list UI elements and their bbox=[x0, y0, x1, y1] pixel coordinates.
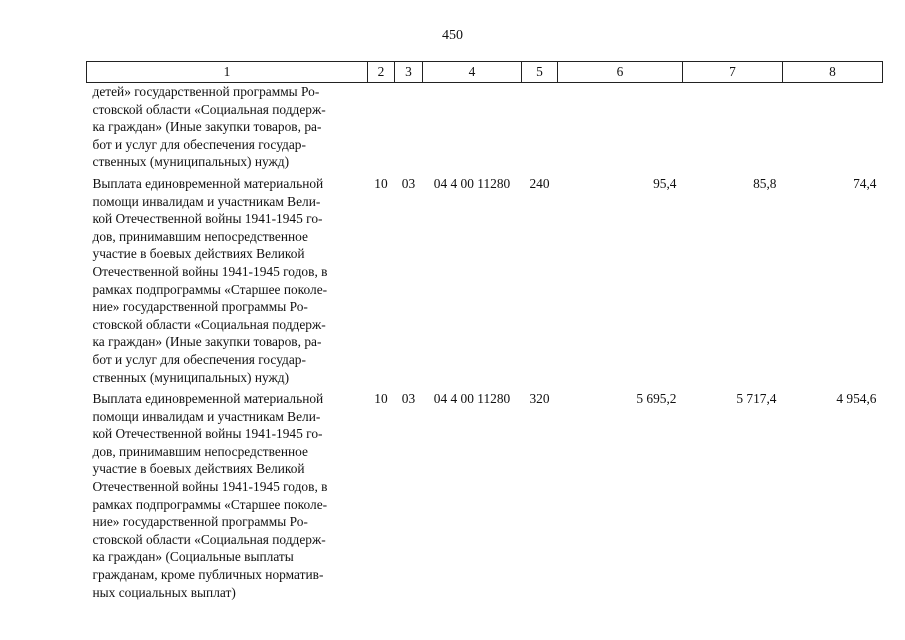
desc-line: участие в боевых действиях Великой bbox=[92, 246, 305, 262]
header-col-6: 6 bbox=[558, 62, 683, 83]
desc-line: стовской области «Социальная поддерж- bbox=[92, 531, 326, 547]
desc-line: Отечественной войны 1941-1945 годов, в bbox=[92, 263, 328, 279]
page-number: 450 bbox=[442, 28, 463, 43]
cell-subsection: 03 bbox=[401, 391, 416, 407]
cell-expense-type: 320 bbox=[529, 391, 550, 407]
cell-target-code: 04 4 00 11280 bbox=[433, 391, 511, 407]
cell-expense-type: 240 bbox=[529, 175, 550, 191]
desc-line: кой Отечественной войны 1941-1945 го- bbox=[92, 211, 323, 227]
desc-line: дов, принимавшим непосредственное bbox=[92, 443, 308, 459]
header-col-3: 3 bbox=[395, 62, 423, 83]
desc-line: Выплата единовременной материальной bbox=[92, 175, 324, 191]
row-description bbox=[87, 386, 368, 601]
desc-line: ственных (муниципальных) нужд) bbox=[92, 369, 290, 385]
desc-line: бот и услуг для обеспечения государ- bbox=[92, 351, 306, 367]
cell-value-1: 95,4 bbox=[653, 175, 677, 191]
cell-subsection bbox=[395, 83, 423, 171]
desc-line: помощи инвалидам и участникам Вели- bbox=[92, 408, 321, 424]
desc-line: детей» государственной программы Ро- bbox=[92, 84, 320, 99]
header-col-4: 4 bbox=[423, 62, 522, 83]
desc-line: бот и услуг для обеспечения государ- bbox=[92, 136, 306, 152]
table-row bbox=[87, 171, 883, 386]
desc-line: ние» государственной программы Ро- bbox=[92, 514, 308, 530]
budget-table bbox=[86, 61, 883, 601]
desc-line: ние» государственной программы Ро- bbox=[92, 299, 308, 315]
desc-line: ка граждан» (Иные закупки товаров, ра- bbox=[92, 119, 322, 135]
table-row bbox=[87, 83, 883, 171]
cell-value-3: 4 954,6 bbox=[836, 391, 877, 407]
desc-line: ка граждан» (Иные закупки товаров, ра- bbox=[92, 334, 322, 350]
cell-target-code bbox=[423, 83, 522, 171]
cell-subsection: 03 bbox=[401, 175, 416, 191]
row-description bbox=[87, 171, 368, 386]
desc-line: гражданам, кроме публичных норматив- bbox=[92, 567, 324, 583]
cell-section: 10 bbox=[374, 175, 388, 191]
header-col-5: 5 bbox=[522, 62, 558, 83]
desc-line: дов, принимавшим непосредственное bbox=[92, 228, 308, 244]
header-col-2: 2 bbox=[368, 62, 395, 83]
cell-value-2: 5 717,4 bbox=[736, 391, 777, 407]
cell-section: 10 bbox=[374, 391, 388, 407]
desc-line: стовской области «Социальная поддерж- bbox=[92, 101, 326, 117]
desc-line: Отечественной войны 1941-1945 годов, в bbox=[92, 479, 328, 495]
desc-line: кой Отечественной войны 1941-1945 го- bbox=[92, 426, 323, 442]
cell-value-1 bbox=[558, 83, 683, 171]
cell-value-2 bbox=[683, 83, 783, 171]
header-col-7: 7 bbox=[683, 62, 783, 83]
cell-section bbox=[368, 83, 395, 171]
cell-value-3 bbox=[783, 83, 883, 171]
desc-line: Выплата единовременной материальной bbox=[92, 391, 324, 407]
desc-line: ных социальных выплат) bbox=[92, 584, 236, 600]
header-col-1: 1 bbox=[87, 62, 368, 83]
cell-target-code: 04 4 00 11280 bbox=[433, 175, 511, 191]
row-description bbox=[87, 83, 368, 171]
header-col-8: 8 bbox=[783, 62, 883, 83]
desc-line: участие в боевых действиях Великой bbox=[92, 461, 305, 477]
header-row bbox=[87, 62, 883, 83]
table-row bbox=[87, 386, 883, 601]
cell-value-2: 85,8 bbox=[753, 175, 777, 191]
desc-line: помощи инвалидам и участникам Вели- bbox=[92, 193, 321, 209]
desc-line: стовской области «Социальная поддерж- bbox=[92, 316, 326, 332]
cell-expense-type bbox=[522, 83, 558, 171]
desc-line: рамках подпрограммы «Старшее поколе- bbox=[92, 281, 328, 297]
cell-value-1: 5 695,2 bbox=[636, 391, 677, 407]
desc-line: ка граждан» (Социальные выплаты bbox=[92, 549, 294, 565]
desc-line: рамках подпрограммы «Старшее поколе- bbox=[92, 496, 328, 512]
desc-line: ственных (муниципальных) нужд) bbox=[92, 154, 290, 170]
cell-value-3: 74,4 bbox=[853, 175, 877, 191]
